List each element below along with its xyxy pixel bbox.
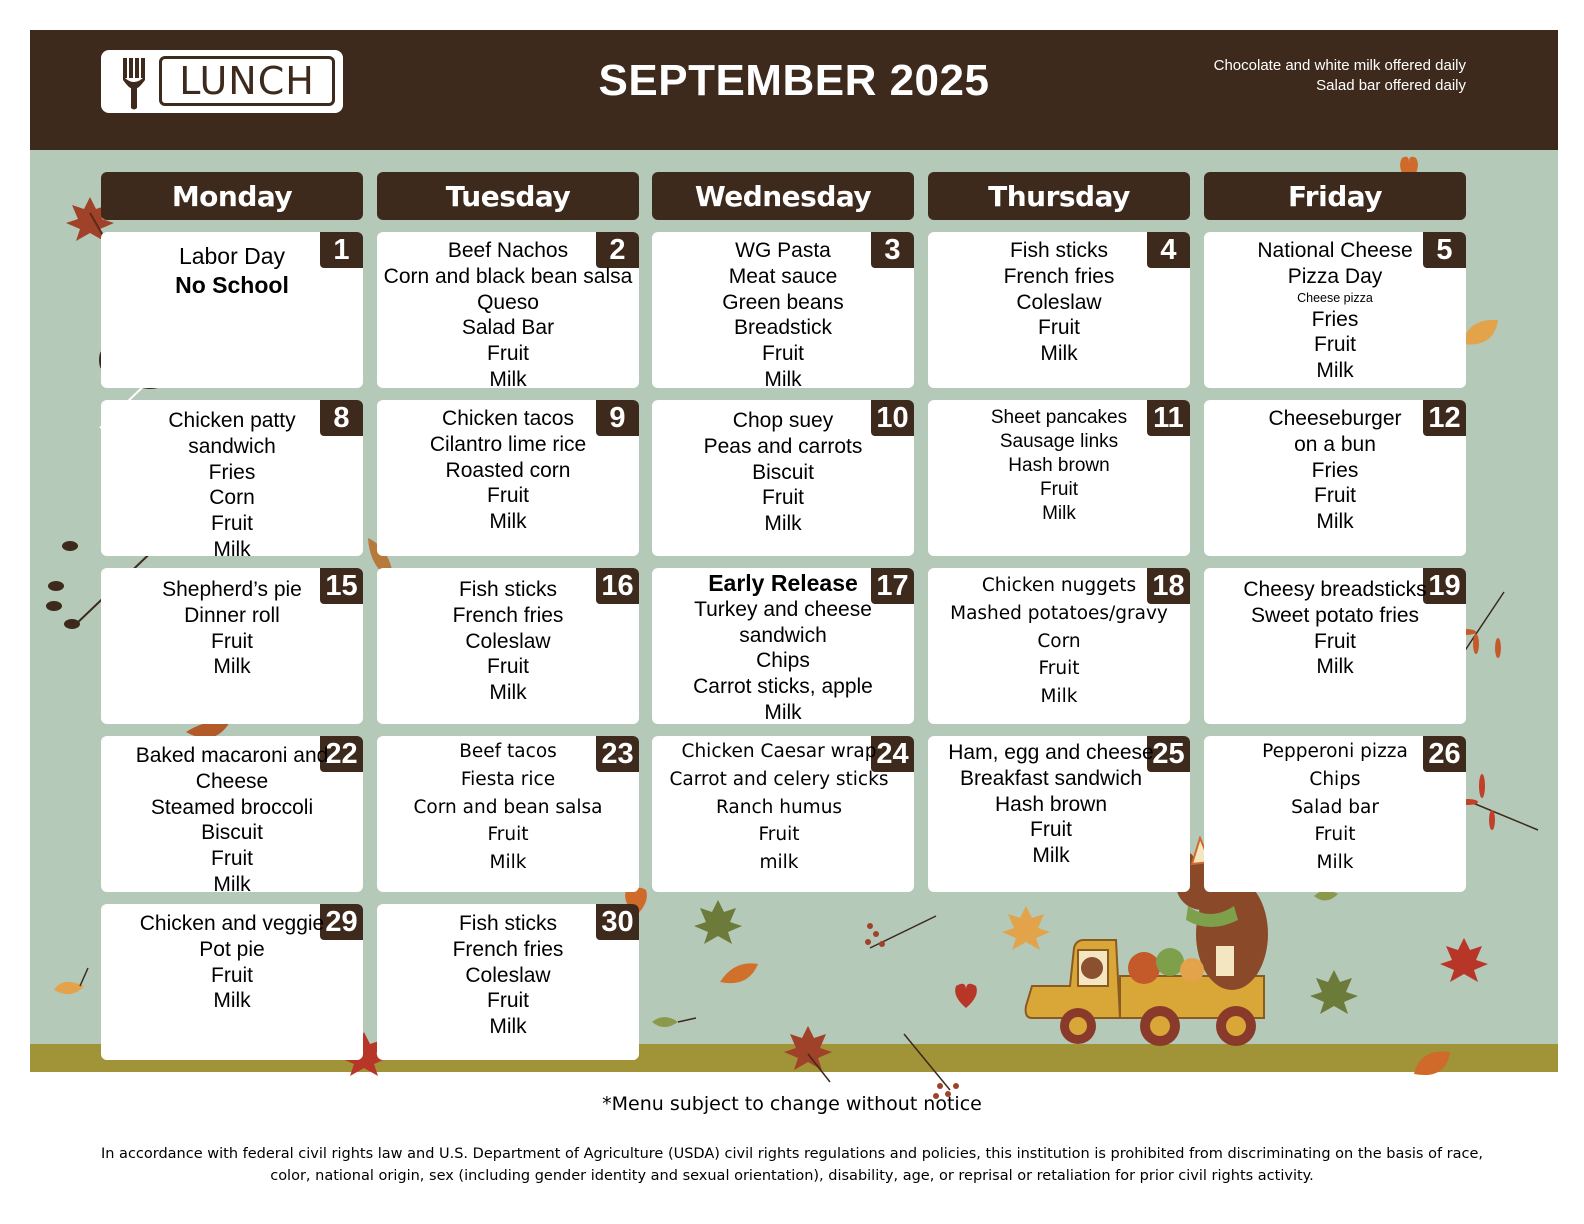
menu-items [1204, 577, 1466, 680]
menu-item: Chips [756, 649, 810, 673]
day-cell-10 [652, 400, 914, 556]
menu-item: Coleslaw [465, 629, 551, 653]
day-cell-5 [1204, 232, 1466, 388]
menu-items [101, 743, 363, 892]
menu-item: Chips [1309, 768, 1361, 790]
menu-item: Cheeseburger [1268, 407, 1402, 430]
menu-item: Coleslaw [465, 963, 551, 987]
menu-item: Green beans [722, 290, 844, 314]
date-number: 17 [871, 568, 914, 604]
menu-item: sandwich [188, 434, 276, 458]
menu-item: Peas and carrots [703, 434, 863, 458]
menu-item: French fries [1003, 264, 1115, 288]
leaf-icon [1306, 968, 1362, 1024]
menu-item: Fries [208, 460, 256, 484]
day-cell-15 [101, 568, 363, 724]
menu-items [377, 738, 639, 877]
menu-item: Biscuit [752, 460, 814, 484]
day-cell-2 [377, 232, 639, 388]
menu-item: Milk [489, 1015, 527, 1039]
menu-item: Coleslaw [1016, 290, 1102, 314]
menu-item: Milk [489, 510, 527, 534]
menu-item: Steamed broccoli [150, 795, 314, 819]
leaf-icon [50, 966, 90, 1002]
branch-icon [860, 912, 940, 956]
day-header-tuesday: Tuesday [377, 172, 639, 220]
menu-item: Milk [1040, 342, 1078, 366]
date-number: 26 [1423, 736, 1466, 772]
menu-item: Ham, egg and cheese [948, 741, 1154, 764]
menu-item: Chicken patty [168, 409, 296, 432]
menu-items [1204, 238, 1466, 384]
leaf-icon [952, 980, 980, 1010]
menu-item: Beef tacos [459, 741, 557, 762]
menu-item: Baked macaroni and [135, 744, 329, 767]
menu-item: Milk [1316, 852, 1354, 874]
menu-item: Fish sticks [458, 578, 557, 601]
day-cell-30 [377, 904, 639, 1060]
day-header-monday: Monday [101, 172, 363, 220]
day-cell-9 [377, 400, 639, 556]
menu-item: Carrot sticks, apple [693, 675, 873, 699]
menu-item: Milk [1042, 503, 1076, 524]
day-cell-18 [928, 568, 1190, 724]
day-cell-16 [377, 568, 639, 724]
date-number: 19 [1423, 568, 1466, 604]
day-header-thursday: Thursday [928, 172, 1190, 220]
menu-item: Sheet pancakes [990, 407, 1128, 428]
date-number: 23 [596, 736, 639, 772]
menu-item: Fruit [487, 342, 529, 366]
menu-item: Fruit [211, 512, 253, 536]
date-number: 2 [596, 232, 639, 268]
menu-item: sandwich [739, 623, 827, 647]
menu-item: Corn and black bean salsa [383, 264, 633, 288]
menu-items [101, 242, 363, 300]
menu-item: Fruit [762, 486, 804, 510]
date-number: 1 [320, 232, 363, 268]
menu-item: Milk [764, 512, 802, 536]
menu-item: Fiesta rice [460, 768, 556, 790]
menu-item: Fries [1311, 458, 1359, 482]
menu-item: Hash brown [1008, 455, 1110, 476]
note-milk: Chocolate and white milk offered daily [1213, 57, 1466, 74]
leaf-icon [718, 958, 760, 988]
day-cell-25 [928, 736, 1190, 892]
date-number: 10 [871, 400, 914, 436]
menu-item: Milk [489, 852, 527, 874]
date-number: 3 [871, 232, 914, 268]
leaf-icon [1410, 1044, 1454, 1084]
menu-item: Salad bar [1291, 796, 1379, 818]
date-number: 16 [596, 568, 639, 604]
menu-item-early-release: Early Release [708, 570, 858, 596]
header-notes [1214, 56, 1466, 96]
menu-item: Chicken and veggie [139, 912, 325, 935]
menu-item: Fish sticks [1009, 239, 1108, 262]
menu-item: Chicken nuggets [981, 575, 1137, 596]
menu-disclaimer: *Menu subject to change without notice [602, 1093, 982, 1115]
menu-item: on a bun [1294, 432, 1376, 456]
menu-item: Corn and bean salsa [413, 796, 603, 818]
menu-items [377, 406, 639, 535]
menu-item: Fruit [211, 847, 253, 871]
menu-items [652, 738, 906, 877]
date-number: 4 [1147, 232, 1190, 268]
menu-item: Hash brown [994, 792, 1108, 816]
day-cell-17 [652, 568, 914, 724]
leaf-icon [1436, 936, 1492, 990]
day-cell-3 [652, 232, 914, 388]
menu-item: Milk [1316, 510, 1354, 534]
day-cell-11 [928, 400, 1190, 556]
day-cell-4 [928, 232, 1190, 388]
menu-item: Turkey and cheese [694, 597, 872, 621]
date-number: 15 [320, 568, 363, 604]
menu-item: Milk [764, 700, 802, 724]
date-number: 11 [1147, 400, 1190, 436]
menu-item: Queso [477, 290, 539, 314]
date-number: 12 [1423, 400, 1466, 436]
day-cell-22 [101, 736, 363, 892]
menu-item: Pot pie [199, 937, 265, 961]
menu-item: Dinner roll [184, 603, 280, 627]
date-number: 29 [320, 904, 363, 940]
menu-item: Fruit [1314, 824, 1356, 846]
date-number: 22 [320, 736, 363, 772]
menu-item: Milk [489, 367, 527, 388]
leaf-icon [690, 898, 746, 954]
note-salad-bar: Salad bar offered daily [1316, 77, 1466, 94]
menu-item: Milk [213, 989, 251, 1013]
menu-item: Chicken tacos [442, 407, 574, 430]
leaf-icon [780, 1024, 836, 1084]
menu-item: Fruit [211, 963, 253, 987]
day-cell-29 [101, 904, 363, 1060]
menu-item: French fries [452, 937, 564, 961]
menu-item: Roasted corn [445, 458, 571, 482]
menu-item: Fruit [1314, 629, 1356, 653]
date-number: 8 [320, 400, 363, 436]
menu-item: Fruit [211, 629, 253, 653]
menu-items [928, 238, 1190, 367]
menu-item: Milk [213, 537, 251, 556]
menu-item: Milk [213, 655, 251, 679]
day-cell-19 [1204, 568, 1466, 724]
menu-item: Milk [1316, 359, 1354, 383]
menu-item: Fruit [758, 824, 800, 846]
menu-item: Cheesy breadsticks [1243, 578, 1427, 601]
date-number: 18 [1147, 568, 1190, 604]
menu-item: Fruit [762, 342, 804, 366]
menu-item: Salad Bar [461, 316, 555, 340]
leaf-icon [650, 1010, 698, 1034]
menu-items [652, 408, 914, 537]
date-number: 24 [871, 736, 914, 772]
menu-item: Milk [213, 872, 251, 892]
menu-item: Milk [489, 681, 527, 705]
menu-items [377, 911, 639, 1040]
menu-item: Fruit [487, 989, 529, 1013]
menu-item: Corn [1037, 630, 1081, 652]
menu-items [928, 406, 1190, 526]
civil-rights-statement: In accordance with federal civil rights law and U.S. Department of Agriculture (USDA) civil rights regulations and policies, this institution is prohibited from discriminating on the basis of race, color, national origin, sex (including gender identity and sexual orientation), disability, age, or reprisal or retaliation for prior civil rights activity. [100, 1146, 1484, 1184]
menu-item: Fruit [1314, 484, 1356, 508]
menu-item: Pizza Day [1287, 264, 1383, 288]
menu-item: Fruit [487, 484, 529, 508]
menu-item: Milk [1316, 655, 1354, 679]
menu-items [377, 577, 639, 706]
menu-item: Pepperoni pizza [1262, 741, 1408, 762]
menu-item: Beef Nachos [447, 239, 569, 262]
menu-item: Chop suey [732, 409, 834, 432]
menu-items [377, 238, 639, 388]
menu-item: Sausage links [999, 431, 1119, 452]
menu-item: Ranch humus [715, 796, 843, 818]
menu-item: Fruit [487, 655, 529, 679]
day-header-wednesday: Wednesday [652, 172, 914, 220]
day-cell-23 [377, 736, 639, 892]
menu-item: Fruit [1030, 818, 1072, 842]
menu-items [101, 408, 363, 556]
menu-item: Fruit [1314, 333, 1356, 357]
menu-items [928, 572, 1190, 711]
day-cell-8 [101, 400, 363, 556]
menu-item: Chicken Caesar wrap [681, 741, 877, 762]
menu-item: Carrot and celery sticks [669, 768, 889, 790]
menu-item: Sweet potato fries [1250, 603, 1420, 627]
menu-item: Fries [1311, 307, 1359, 331]
day-cell-1 [101, 232, 363, 388]
day-cell-12 [1204, 400, 1466, 556]
menu-item: Fruit [1040, 479, 1078, 500]
menu-items [1204, 738, 1466, 877]
menu-item: Shepherd’s pie [162, 578, 302, 601]
menu-item: Milk [1032, 844, 1070, 868]
day-cell-26 [1204, 736, 1466, 892]
logo-text: LUNCH [179, 59, 315, 103]
date-number: 5 [1423, 232, 1466, 268]
menu-items [101, 911, 363, 1014]
day-header-friday: Friday [1204, 172, 1466, 220]
menu-items [101, 577, 363, 680]
page-title: SEPTEMBER 2025 [598, 56, 990, 105]
date-number: 30 [596, 904, 639, 940]
menu-item: National Cheese [1257, 239, 1413, 262]
menu-item: Cheese pizza [1297, 290, 1373, 305]
menu-items [652, 238, 914, 388]
menu-item: Cilantro lime rice [429, 432, 587, 456]
menu-item: Corn [209, 486, 255, 510]
menu-items [1204, 406, 1466, 535]
menu-item: Meat sauce [728, 264, 838, 288]
menu-item: Breadstick [733, 316, 833, 340]
menu-item: Fish sticks [458, 912, 557, 935]
menu-item: Cheese [195, 769, 269, 793]
menu-item: WG Pasta [735, 239, 831, 262]
menu-items [652, 571, 914, 724]
menu-item: No School [175, 272, 289, 298]
menu-items [928, 740, 1174, 869]
menu-item: Biscuit [201, 821, 263, 845]
menu-item: Labor Day [178, 243, 286, 269]
menu-item: Breakfast sandwich [959, 766, 1143, 790]
menu-item: Fruit [487, 824, 529, 846]
day-cell-24 [652, 736, 914, 892]
menu-item: Fruit [1038, 316, 1080, 340]
menu-item: Mashed potatoes/gravy [950, 602, 1168, 624]
menu-item: Milk [1040, 686, 1078, 708]
date-number: 25 [1147, 736, 1190, 772]
date-number: 9 [596, 400, 639, 436]
menu-item: Fruit [1038, 658, 1080, 680]
menu-item: milk [759, 852, 799, 874]
menu-item: French fries [452, 603, 564, 627]
menu-item: Milk [764, 367, 802, 388]
